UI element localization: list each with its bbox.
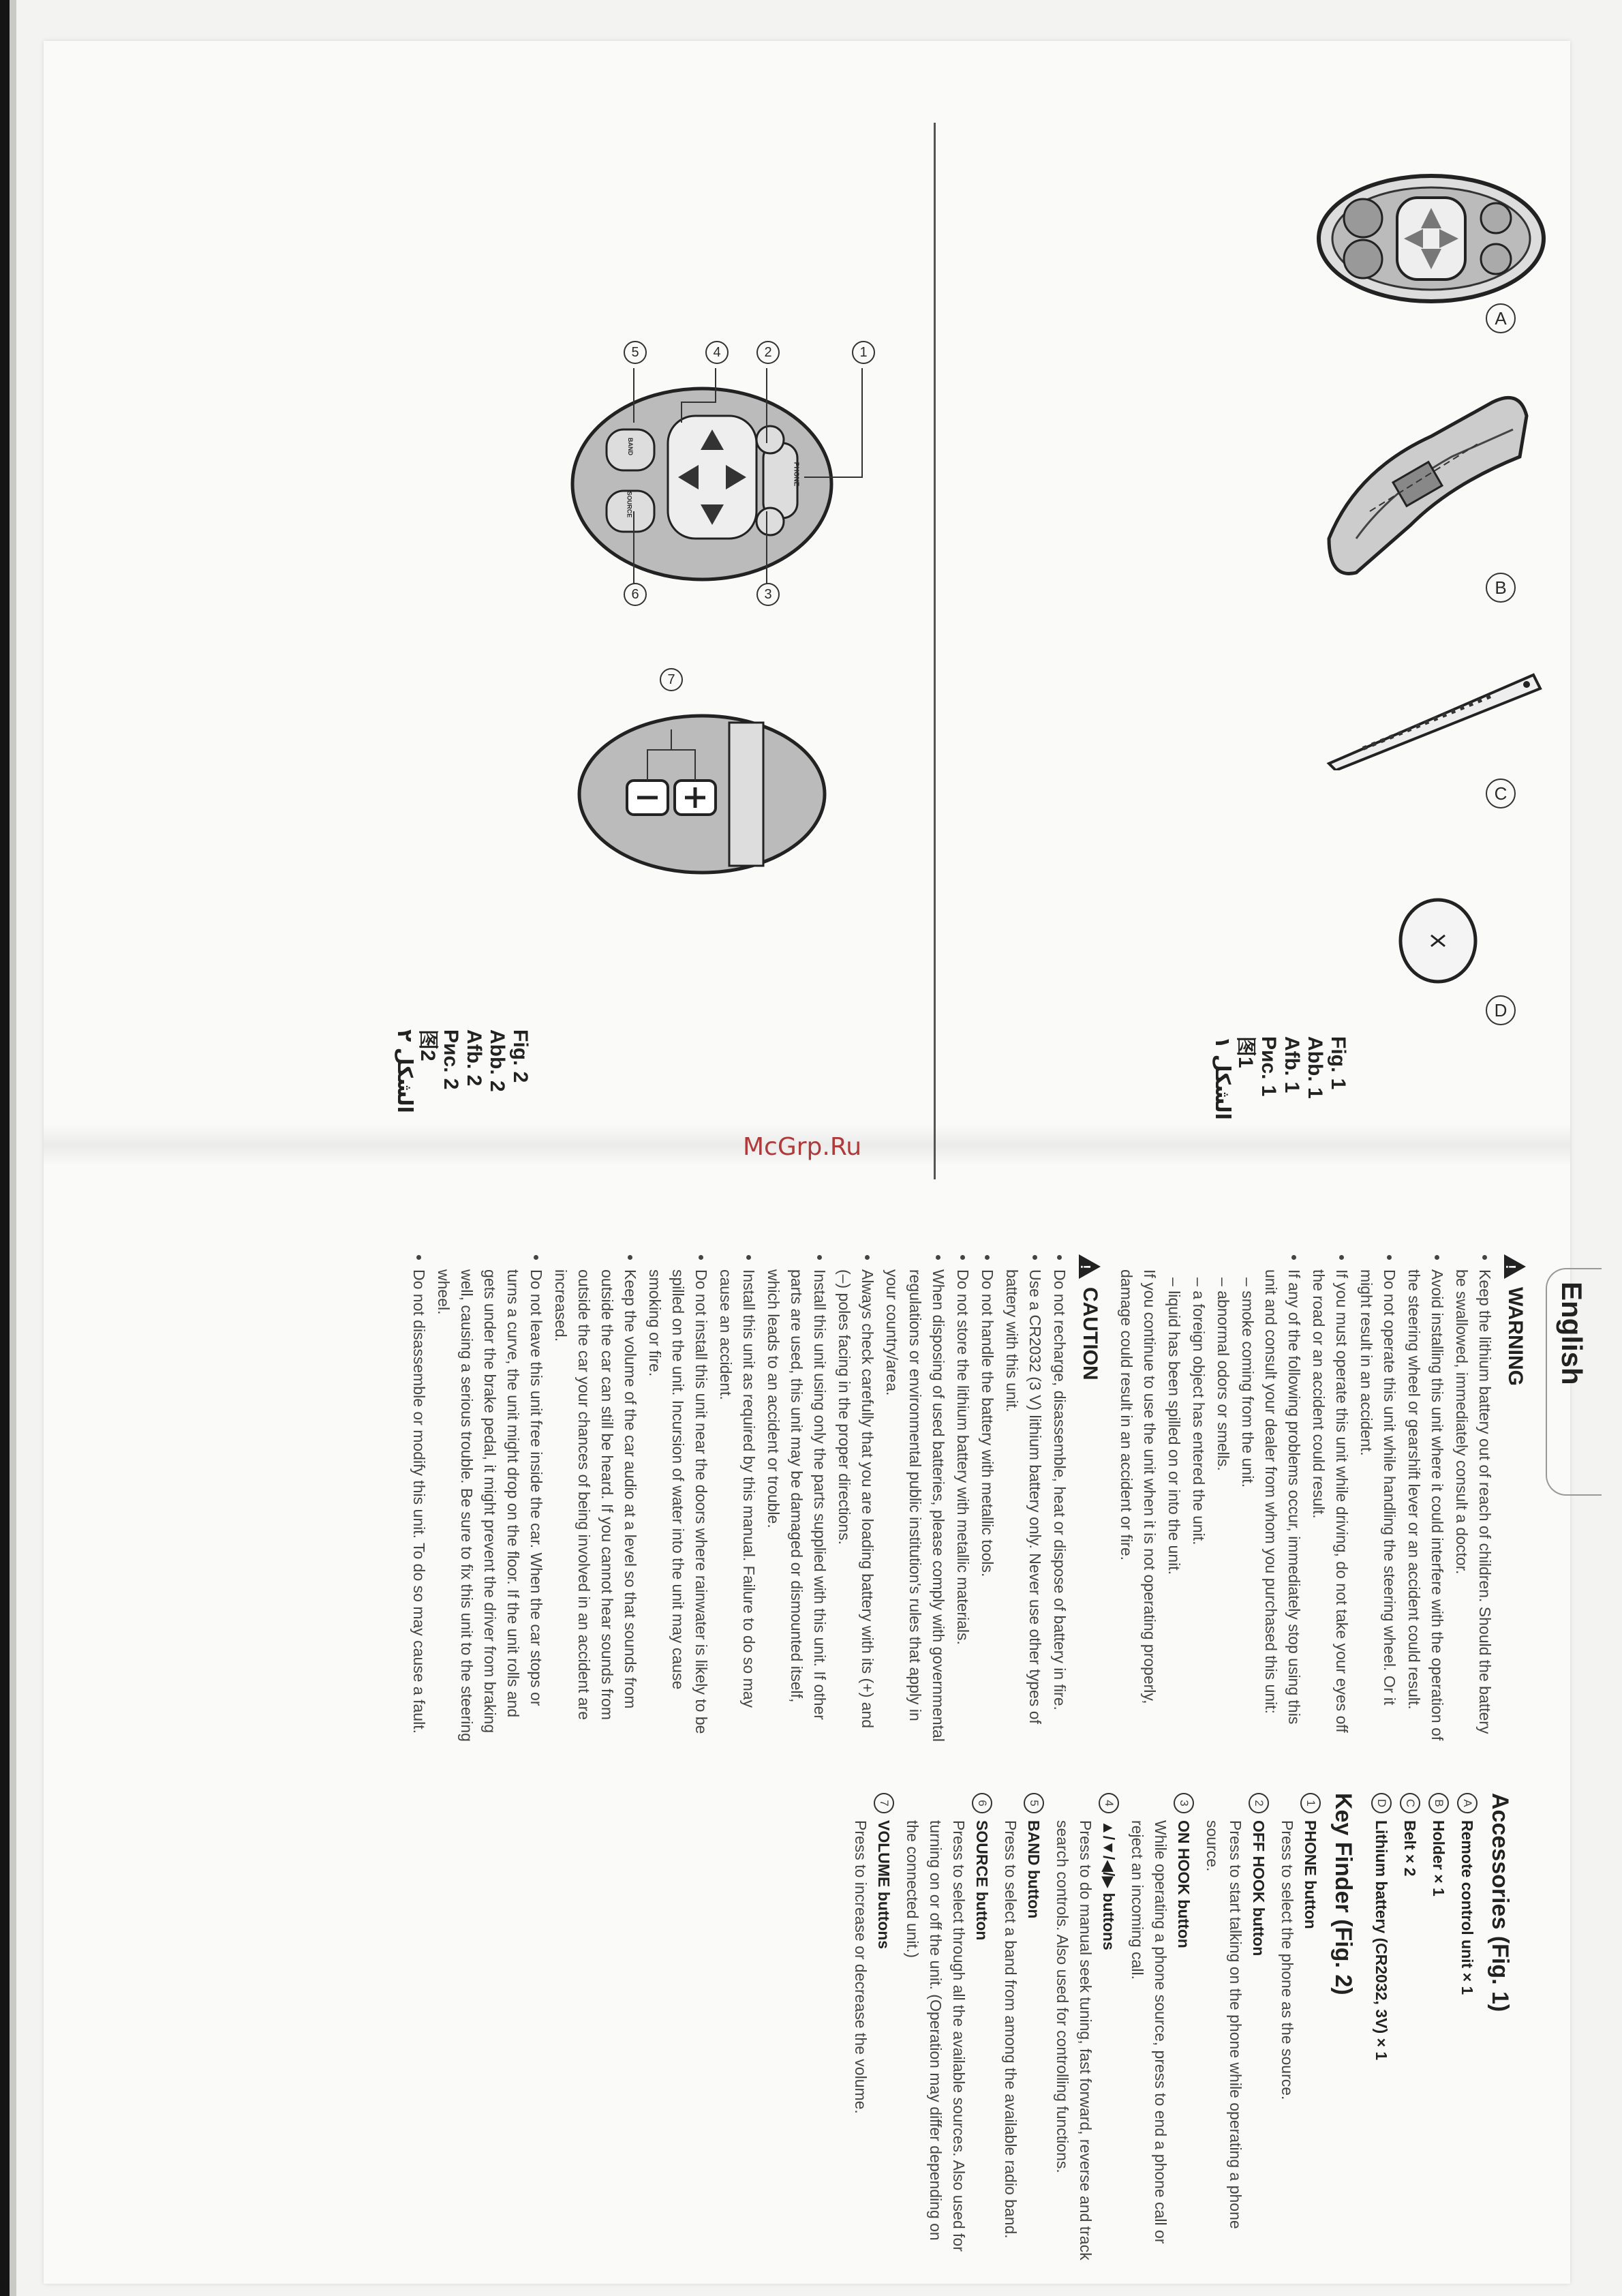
caution-item: • Install this unit using only the parts supplied with this unit. If other parts are used, this unit may be damaged or dismounted itself, which leads to an accident or trouble.: [762, 1269, 831, 1745]
caution-item: • Do not disassemble or modify this unit. To do so may cause a fault.: [408, 1269, 431, 1745]
key-item-source: 6 SOURCE button Press to select through all the available sources. Also used for turning on or off the unit. (Operation may differ depending on the connected unit.): [901, 1793, 994, 2263]
caution-title: CAUTION: [1079, 1287, 1101, 1380]
caution-item: • Do not install this unit near the doors where rainwater is likely to be spilled on the unit. Incursion of water into the unit may cause smoking or fire.: [643, 1269, 713, 1745]
fig2-label-de: Abb. 2: [486, 1029, 508, 1092]
warning-subitem: – a foreign object has entered the unit.: [1190, 1278, 1208, 1545]
key-item-on-hook: 3 ON HOOK button While operating a phone source, press to end a phone call or reject an incoming call.: [1126, 1793, 1195, 2263]
warning-item: [1115, 1269, 1306, 1745]
caution-item: • Do not handle the battery with metallic tools.: [976, 1269, 999, 1745]
caution-heading: [1078, 1254, 1101, 1745]
reference-column: [844, 1793, 1527, 2263]
caution-item: • Keep the volume of the car audio at a level so that sounds from outside the car can still be heard. If you cannot hear sounds from outside the car your chances of being involved in an accident are increased.: [549, 1269, 642, 1745]
text-page: [164, 1227, 1622, 2291]
fig1-holder-illustration: [1315, 375, 1540, 579]
fig2-volume-illustration: [572, 709, 831, 879]
fig1-remote-illustration: [1315, 170, 1547, 307]
scan-edge-shadow: [10, 0, 16, 2296]
caution-item: • Use a CR2032 (3 V) lithium battery only. Never use other types of battery with this unit.: [1000, 1269, 1047, 1745]
column-divider: [934, 123, 936, 1179]
key-item-phone: 1 PHONE button Press to select the phone as the source.: [1276, 1793, 1322, 2263]
fig2-label-ru: Рис. 2: [440, 1029, 462, 1090]
fig2-label-ar: الشكل ٢: [393, 1029, 416, 1113]
caution-icon: !: [1079, 1254, 1101, 1279]
fig2-callout-1: 1: [852, 341, 875, 364]
warning-list: [1115, 1254, 1497, 1745]
fig1-label-nl: Afb. 1: [1281, 1036, 1303, 1093]
accessory-item: C Belt × 2: [1398, 1793, 1422, 2263]
fig1-caption: [1210, 1036, 1349, 1120]
fig1-letter-d: D: [1486, 995, 1516, 1025]
warning-subitem: – liquid has been spilled on or into the unit.: [1165, 1278, 1183, 1575]
warning-item: • Keep the lithium battery out of reach of children. Should the battery be swallowed, immediately consult a doctor.: [1450, 1269, 1497, 1745]
caution-item: • Do not leave this unit free inside the car. When the car stops or turns a curve, the unit might drop on the floor. If the unit rolls and gets under the brake pedal, it might prevent the driver from braking well, causing a serious trouble. Be sure to fix this unit to the steering wheel.: [432, 1269, 548, 1745]
fig1-letter-c: C: [1486, 779, 1516, 809]
warning-heading: [1503, 1254, 1527, 1745]
fig2-callout-3: 3: [756, 583, 780, 606]
warning-subitem: – smoke coming from the unit.: [1239, 1278, 1257, 1488]
key-item-arrows: 4 ▲/▼/◀/▶ buttons Press to do manual seek tuning, fast forward, reverse and track search controls. Also used for controlling functions.: [1051, 1793, 1120, 2263]
fig1-letter-b: B: [1486, 573, 1516, 603]
fig2-callout-2: 2: [756, 341, 780, 364]
fig1-label-ru: Рис. 1: [1257, 1036, 1280, 1097]
fig2-callout-5: 5: [624, 341, 647, 364]
key-item-band: 5 BAND button Press to select a band from among the available radio band.: [999, 1793, 1045, 2263]
caution-list: [408, 1254, 1071, 1745]
caution-item: • When disposing of used batteries, please comply with governmental regulations or environmental public institution's rules that apply in your country/area.: [881, 1269, 950, 1745]
warning-item-text: If any of the following problems occur, immediately stop using this unit and consult your dealer from whom you purchased this unit:: [1262, 1269, 1303, 1725]
warning-item: • Avoid installing this unit where it could interfere with the operation of the steering wheel or gearshift lever or an accident could result.: [1403, 1269, 1449, 1745]
key-finder-heading: Key Finder (Fig. 2): [1330, 1793, 1356, 1995]
fig2-source-label: SOURCE: [626, 491, 633, 518]
watermark: McGrp.Ru: [743, 1133, 862, 1161]
key-item-volume: 7 VOLUME buttons Press to increase or decrease the volume.: [849, 1793, 896, 2263]
language-tab-label: English: [1556, 1282, 1588, 1385]
caution-item: • Always check carefully that you are loading battery with its (+) and (–) poles facing in the proper directions.: [833, 1269, 879, 1745]
accessory-item: B Holder × 1: [1427, 1793, 1450, 2263]
fig2-caption: [393, 1029, 532, 1113]
fig1-battery-illustration: [1390, 893, 1486, 988]
scan-edge: [0, 0, 10, 2296]
fig2-callout-lines: [613, 348, 886, 607]
fig2-band-label: BAND: [627, 438, 634, 455]
fig2-callout-7: 7: [660, 668, 683, 691]
accessory-item: A Remote control unit × 1: [1456, 1793, 1479, 2263]
warning-closing: If you continue to use the unit when it is not operating properly, damage could result in an accident or fire.: [1118, 1269, 1159, 1704]
fig2-label-nl: Afb. 2: [463, 1029, 485, 1087]
warning-sublist: [1163, 1269, 1259, 1745]
fig1-label-de: Abb. 1: [1304, 1036, 1326, 1099]
fig1-belt-illustration: [1322, 661, 1547, 770]
fig2-phone-label: PHONE: [792, 462, 800, 487]
caution-item: • Install this unit as required by this manual. Failure to do so may cause an accident.: [714, 1269, 761, 1745]
fig1-label-zh: 图1: [1234, 1036, 1257, 1068]
warning-item: • If you must operate this unit while driving, do not take your eyes off the road or an accident could result.: [1307, 1269, 1353, 1745]
warning-subitem: – abnormal odors or smells.: [1214, 1278, 1232, 1471]
warning-icon: !: [1504, 1254, 1526, 1279]
warning-item: • Do not operate this unit while handling the steering wheel. Or it might result in an accident.: [1355, 1269, 1401, 1745]
fig1-label-en: Fig. 1: [1327, 1036, 1349, 1090]
accessories-heading: Accessories (Fig. 1): [1487, 1793, 1513, 2012]
caution-item: • Do not store the lithium battery with metallic materials.: [951, 1269, 975, 1745]
key-item-off-hook: 2 OFF HOOK button Press to start talking on the phone while operating a phone source.: [1201, 1793, 1270, 2263]
fig2-callout-4: 4: [705, 341, 729, 364]
fig2-callout-6: 6: [624, 583, 647, 606]
accessory-item: D Lithium battery (CR2032, 3V) × 1: [1370, 1793, 1393, 2263]
fig1-letter-a: A: [1486, 303, 1516, 333]
fig1-label-ar: الشكل ١: [1211, 1036, 1234, 1120]
fig2-label-en: Fig. 2: [509, 1029, 532, 1083]
caution-item: • Do not recharge, disassemble, heat or dispose of battery in fire.: [1048, 1269, 1071, 1745]
safety-column: [394, 1254, 1527, 1745]
warning-title: WARNING: [1504, 1287, 1527, 1386]
fig2-label-zh: 图2: [416, 1029, 439, 1061]
